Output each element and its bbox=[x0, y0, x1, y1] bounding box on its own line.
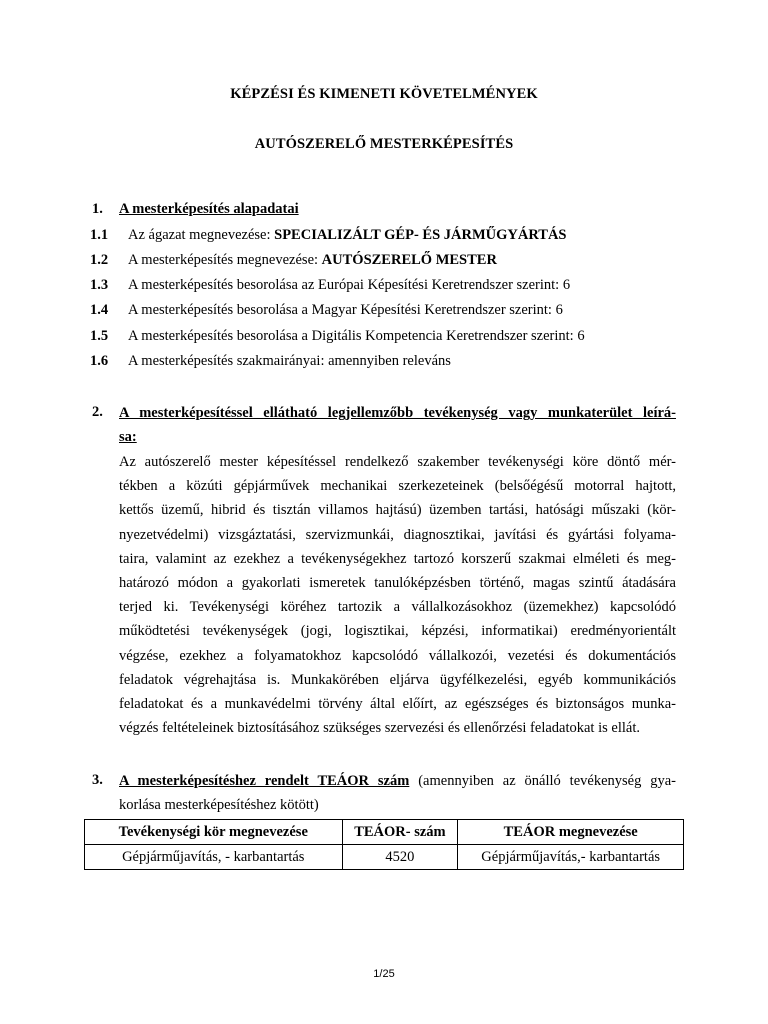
paragraph-line: határozó módon a gyakorlati ismeretek tanulóképzésben történő, magas szintű átadására bbox=[119, 574, 676, 591]
table-header-row bbox=[85, 820, 684, 845]
paragraph-line: taira, valamint az ezekhez a tevékenységekhez tartozó korszerű szakmai elméleti és meg- bbox=[119, 550, 676, 567]
section-number: 1. bbox=[92, 201, 103, 217]
paragraph-line: feladatok végrehajtása is. Munkakörében eljárva ügyfélkezelési, egyéb kommunikációs bbox=[119, 671, 676, 688]
item-number: 1.3 bbox=[90, 277, 109, 293]
item-number: 1.6 bbox=[90, 353, 109, 369]
item-value: SPECIALIZÁLT GÉP- ÉS JÁRMŰGYÁRTÁS bbox=[274, 227, 567, 243]
section-heading: A mesterképesítés alapadatai bbox=[119, 201, 299, 217]
paragraph-line: terjed ki. Tevékenységi köréhez tartozik a vállalkozásokhoz (üzemekhez) kapcsolódó bbox=[119, 599, 676, 616]
page-number: 1/25 bbox=[373, 968, 395, 980]
item-number: 1.5 bbox=[90, 328, 109, 344]
item-number: 1.2 bbox=[90, 252, 109, 268]
item-text: A mesterképesítés besorolása a Magyar Képesítési Keretrendszer szerint: 6 bbox=[128, 302, 563, 318]
column-header: Tevékenységi kör megnevezése bbox=[85, 820, 343, 845]
table-row bbox=[85, 845, 684, 870]
item-number: 1.4 bbox=[90, 302, 109, 318]
item-text: A mesterképesítés besorolása az Európai Képesítési Keretrendszer szerint: 6 bbox=[128, 277, 571, 293]
item-text: A mesterképesítés megnevezése: AUTÓSZERELŐ MESTER bbox=[128, 252, 497, 268]
paragraph-line: végzése, ezekhez a folyamatokhoz kapcsolódó vállalkozói, vezetési és dokumentációs bbox=[119, 647, 676, 664]
section-note: (amennyiben az önálló tevékenység gya- bbox=[409, 773, 676, 789]
paragraph-line: kettős üzemű, hibrid és tisztán villamos hajtású) üzemben tartási, hatósági műszaki (kör- bbox=[119, 502, 676, 519]
item-number: 1.1 bbox=[90, 227, 109, 243]
item-text: A mesterképesítés besorolása a Digitális Kompetencia Keretrendszer szerint: 6 bbox=[128, 328, 585, 344]
document-title: KÉPZÉSI ÉS KIMENETI KÖVETELMÉNYEK bbox=[230, 86, 538, 102]
section-number: 2. bbox=[92, 404, 103, 420]
heading-line: A mesterképesítéssel ellátható legjellemzőbb tevékenység vagy munkaterület leírá- bbox=[119, 405, 676, 421]
section-heading: A mesterképesítéshez rendelt TEÁOR szám bbox=[119, 773, 410, 789]
heading-line: sa: bbox=[119, 429, 137, 446]
paragraph-line: tékben a közúti gépjárművek mechanikai szerkezeteinek (belsőégésű motorral hajtott, bbox=[119, 478, 676, 495]
paragraph-line: Az autószerelő mester képesítéssel rendelkező szakember tevékenységi köre döntő mér- bbox=[119, 454, 676, 470]
table-cell: Gépjárműjavítás,- karbantartás bbox=[458, 845, 684, 870]
paragraph-line: működtetési tevékenységek (jogi, logisztikai, képzési, informatikai) eredményorientált bbox=[119, 623, 676, 640]
document-subtitle: AUTÓSZERELŐ MESTERKÉPESÍTÉS bbox=[254, 136, 514, 152]
item-value: AUTÓSZERELŐ MESTER bbox=[321, 252, 497, 268]
paragraph-line: feladatokat és a munkavédelmi törvény által előírt, az egészséges és biztonságos munka- bbox=[119, 695, 676, 712]
section-2-paragraph bbox=[119, 450, 676, 740]
section-number: 3. bbox=[92, 772, 103, 788]
table-cell: Gépjárműjavítás, - karbantartás bbox=[85, 845, 343, 870]
paragraph-line: nyezetvédelmi) vizsgáztatási, szervizmunkái, diagnosztikai, javítási és gyártási folyama- bbox=[119, 526, 676, 543]
column-header: TEÁOR megnevezése bbox=[458, 820, 684, 845]
teaor-table bbox=[84, 819, 684, 870]
column-header: TEÁOR- szám bbox=[342, 820, 458, 845]
paragraph-line: végzés feltételeinek biztosításához szükséges szervezési és ellenőrzési feladatokat is ellát. bbox=[119, 720, 640, 737]
table-cell: 4520 bbox=[342, 845, 458, 870]
item-text: A mesterképesítés szakmairányai: amennyiben releváns bbox=[128, 353, 451, 369]
section-3-heading-block bbox=[119, 769, 676, 817]
section-heading bbox=[119, 401, 676, 449]
section-note-line2: korlása mesterképesítéshez kötött) bbox=[119, 797, 319, 814]
item-text: Az ágazat megnevezése: SPECIALIZÁLT GÉP- ÉS JÁRMŰGYÁRTÁS bbox=[128, 227, 567, 243]
heading-line bbox=[119, 769, 676, 793]
